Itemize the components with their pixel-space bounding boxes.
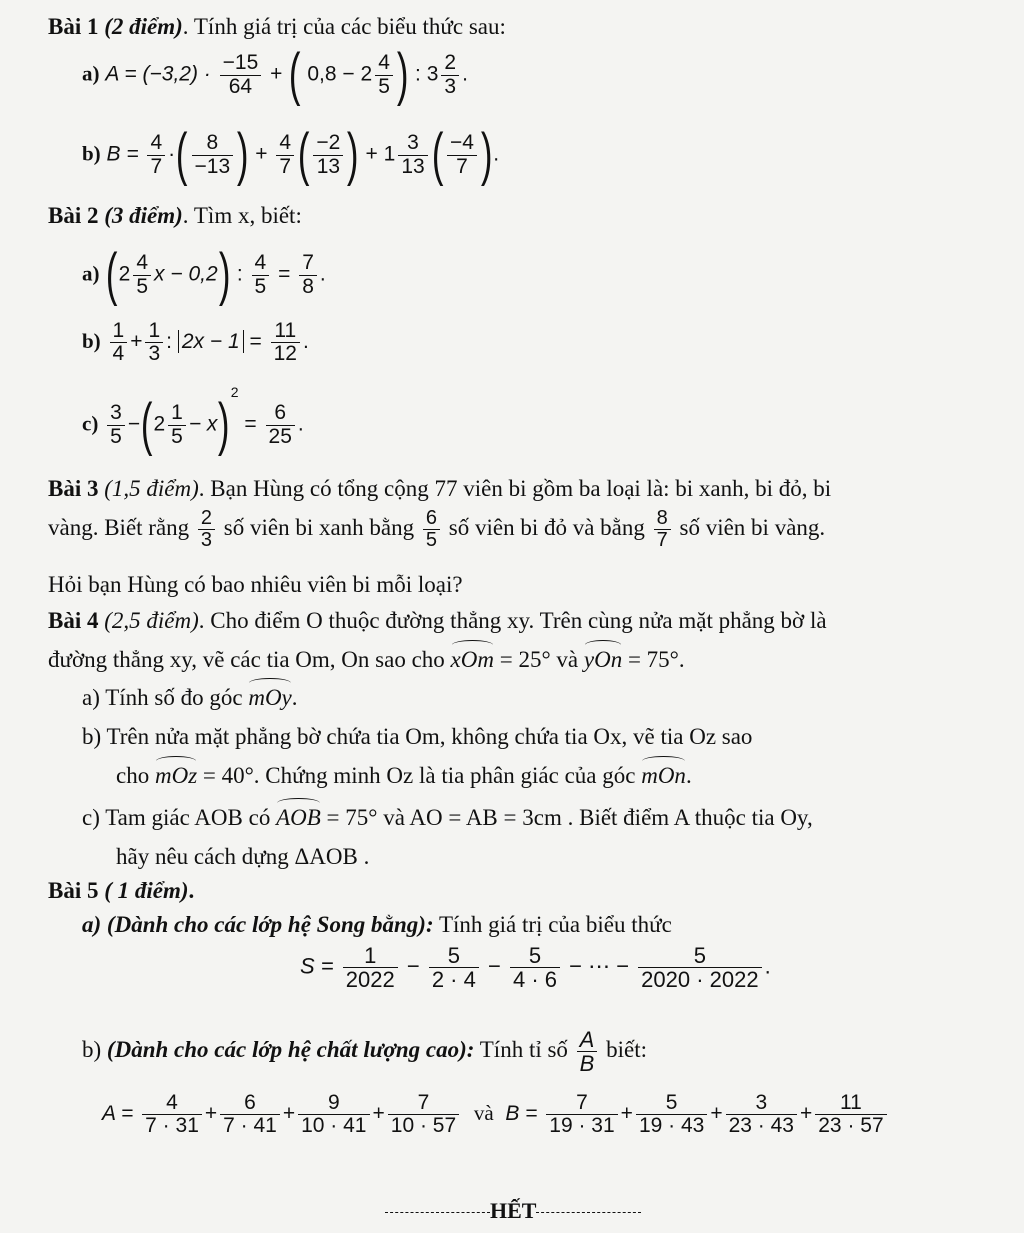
- fraction: $\frac{1}{4}$: [110, 320, 128, 365]
- fraction: $\frac{5}{4 \cdot 6}$: [510, 944, 560, 991]
- angle-mon: mOn: [641, 760, 686, 789]
- bai4-part-c-line2: hãy nêu cách dựng ΔAOB .: [116, 844, 370, 869]
- fraction: $\frac{2}{3}$: [441, 52, 459, 97]
- end-marker: [385, 1198, 641, 1224]
- part-label: b): [82, 724, 102, 749]
- bai4-title: Bài 4: [48, 608, 99, 633]
- part-label: c): [82, 805, 100, 830]
- bai3-line1: Bài 3 (1,5 điểm). Bạn Hùng có tổng cộng 77 viên bi gồm ba loại là: bi xanh, bi đỏ, bi: [48, 476, 832, 501]
- fraction: $\frac{3}{23 \cdot 43}$: [726, 1092, 797, 1137]
- divider: [385, 1212, 490, 1213]
- part-label: b): [82, 329, 101, 354]
- bai2-points: (3 điểm): [104, 203, 183, 228]
- fraction: $\frac{9}{10 \cdot 41}$: [298, 1092, 369, 1137]
- absolute-value: 2x − 1: [178, 330, 244, 353]
- part-label: c): [82, 411, 99, 436]
- fraction: $\frac{1}{3}$: [145, 320, 163, 365]
- fraction: $\frac{6}{7 \cdot 41}$: [220, 1092, 280, 1137]
- fraction: $\frac{7}{10 \cdot 57}$: [388, 1092, 459, 1137]
- bai2-part-c: c) $\frac{3}{5}$ −(2 $\frac{1}{5}$ − x)$^2$ = $\frac{6}{25}$ .: [82, 384, 304, 457]
- expr-text: +: [270, 62, 289, 86]
- bai1-part-b: b) B = $\frac{4}{7}$ ·( $\frac{8}{-13}$ ) + $\frac{4}{7}$ ( $\frac{-2}{13}$ ) + 1 $\frac{3}{13}$ ( $\frac{-4}{7}$ ).: [82, 122, 500, 187]
- bai5-title: Bài 5: [48, 878, 99, 903]
- expr-text: A = (−3,2) ·: [105, 62, 211, 86]
- fraction: $\frac{-2}{13}$: [313, 132, 343, 177]
- end-text: HẾT: [490, 1198, 537, 1223]
- angle-yon: yOn: [584, 644, 622, 673]
- bai1-heading: [48, 14, 506, 40]
- fraction: $\frac{1}{5}$: [168, 402, 186, 447]
- fraction: $\frac{4}{5}$: [375, 52, 393, 97]
- bai4-line2: đường thẳng xy, vẽ các tia Om, On sao cho xOm = 25° và yOn = 75°.: [48, 644, 685, 673]
- bai1-part-a: a) A = (−3,2) · $\frac{-15}{64}$ + ( 0,8 − 2 $\frac{4}{5}$ ) : 3 $\frac{2}{3}$ .: [82, 42, 468, 107]
- bai2-instruction: . Tìm x, biết:: [182, 203, 302, 228]
- part-label: a): [82, 912, 102, 937]
- fraction: $\frac{11}{12}$: [271, 320, 300, 365]
- part-label: b): [82, 141, 101, 166]
- fraction: $\frac{6}{5}$: [423, 508, 440, 551]
- fraction: $\frac{8}{-13}$: [192, 132, 234, 177]
- fraction: $\frac{4}{7}$: [147, 132, 165, 177]
- part-label: b): [82, 1036, 102, 1062]
- bai2-part-a: a) (2 $\frac{4}{5}$ x − 0,2) : $\frac{4}{5}$ = $\frac{7}{8}$ .: [82, 242, 326, 307]
- angle-moz: mOz: [155, 760, 197, 789]
- bai2-part-b: b) $\frac{1}{4}$ + $\frac{1}{3}$ : 2x − 1 = $\frac{11}{12}$ .: [82, 319, 309, 366]
- fraction: $\frac{7}{8}$: [299, 252, 317, 297]
- bai4-points: (2,5 điểm): [104, 608, 199, 633]
- fraction: $\frac{A}{B}$: [577, 1028, 598, 1075]
- bai5-points: ( 1 điểm): [104, 878, 189, 903]
- bai2-heading: [48, 203, 302, 229]
- bai4-part-b-line2: cho mOz = 40°. Chứng minh Oz là tia phân giác của góc mOn.: [116, 760, 692, 789]
- part-label: a): [82, 61, 100, 86]
- fraction: $\frac{-15}{64}$: [220, 52, 262, 97]
- bai3-points: (1,5 điểm): [104, 476, 199, 501]
- divider: [536, 1212, 641, 1213]
- bai3-title: Bài 3: [48, 476, 99, 501]
- fraction: $\frac{-4}{7}$: [447, 132, 477, 177]
- fraction: $\frac{5}{2020 \cdot 2022}$: [638, 944, 761, 991]
- fraction: $\frac{4}{5}$: [133, 252, 151, 297]
- expr-text: B =: [106, 142, 139, 166]
- fraction: $\frac{5}{2 \cdot 4}$: [429, 944, 479, 991]
- bai5-part-a: a) (Dành cho các lớp hệ Song bằng): Tính giá trị của biểu thức: [82, 912, 672, 937]
- fraction: $\frac{5}{19 \cdot 43}$: [636, 1092, 707, 1137]
- fraction: $\frac{7}{19 \cdot 31}$: [546, 1092, 617, 1137]
- bai4-part-b-line1: b) Trên nửa mặt phẳng bờ chứa tia Om, không chứa tia Ox, vẽ tia Oz sao: [82, 724, 753, 749]
- fraction: $\frac{4}{5}$: [252, 252, 270, 297]
- bai5-ab-formula: A = $\frac{4}{7 \cdot 31}$ + $\frac{6}{7 \cdot 41}$ + $\frac{9}{10 \cdot 41}$ + $\frac{7}{10 \cdot 57}$ và B = $\frac{7}{19 \cdot 31}$ + $\frac{5}{19 \cdot 43}$ + $\frac{3}{23 \cdot 43}$ + $\frac{11}{23 \cdot 57}$: [102, 1092, 890, 1137]
- bai2-title: Bài 2: [48, 203, 99, 228]
- fraction: $\frac{3}{13}$: [398, 132, 427, 177]
- expr-text: : 3: [415, 62, 439, 86]
- bai3-line3: Hỏi bạn Hùng có bao nhiêu viên bi mỗi loại?: [48, 572, 463, 597]
- fraction: $\frac{6}{25}$: [266, 402, 295, 447]
- angle-aob: AOB: [276, 802, 321, 831]
- part-label: a): [82, 685, 100, 710]
- fraction: $\frac{2}{3}$: [198, 508, 215, 551]
- fraction: $\frac{4}{7 \cdot 31}$: [142, 1092, 202, 1137]
- angle-moy: mOy: [248, 682, 291, 711]
- fraction: $\frac{11}{23 \cdot 57}$: [815, 1092, 886, 1137]
- bai3-line2: vàng. Biết rằng $\frac{2}{3}$ số viên bi xanh bằng $\frac{6}{5}$ số viên bi đỏ và bằng $\frac{8}{7}$ số viên bi vàng.: [48, 507, 826, 551]
- expr-text: 0,8 − 2: [307, 62, 373, 86]
- bai5-s-formula: S = $\frac{1}{2022}$ − $\frac{5}{2 \cdot 4}$ − $\frac{5}{4 \cdot 6}$ − ⋯ − $\frac{5}{2020 \cdot 2022}$ .: [300, 943, 771, 993]
- part-label: a): [82, 261, 100, 286]
- bai1-points: (2 điểm): [104, 14, 183, 39]
- bai4-part-c-line1: c) Tam giác AOB có AOB = 75° và AO = AB = 3cm . Biết điểm A thuộc tia Oy,: [82, 802, 813, 831]
- bai1-instruction: . Tính giá trị của các biểu thức sau:: [182, 14, 506, 39]
- exponent: 2: [230, 384, 239, 400]
- bai5-heading: Bài 5 ( 1 điểm).: [48, 878, 195, 903]
- fraction: $\frac{3}{5}$: [107, 402, 125, 447]
- fraction: $\frac{1}{2022}$: [343, 944, 398, 991]
- bai4-line1: Bài 4 (2,5 điểm). Cho điểm O thuộc đường thẳng xy. Trên cùng nửa mặt phẳng bờ là: [48, 608, 827, 633]
- bai5-part-b: b) (Dành cho các lớp hệ chất lượng cao): Tính tỉ số $\frac{A}{B}$ biết:: [82, 1027, 647, 1077]
- bai1-title: Bài 1: [48, 14, 99, 39]
- fraction: $\frac{4}{7}$: [276, 132, 294, 177]
- bai4-part-a: a) Tính số đo góc mOy.: [82, 682, 298, 711]
- angle-xom: xOm: [451, 644, 494, 673]
- fraction: $\frac{8}{7}$: [654, 508, 671, 551]
